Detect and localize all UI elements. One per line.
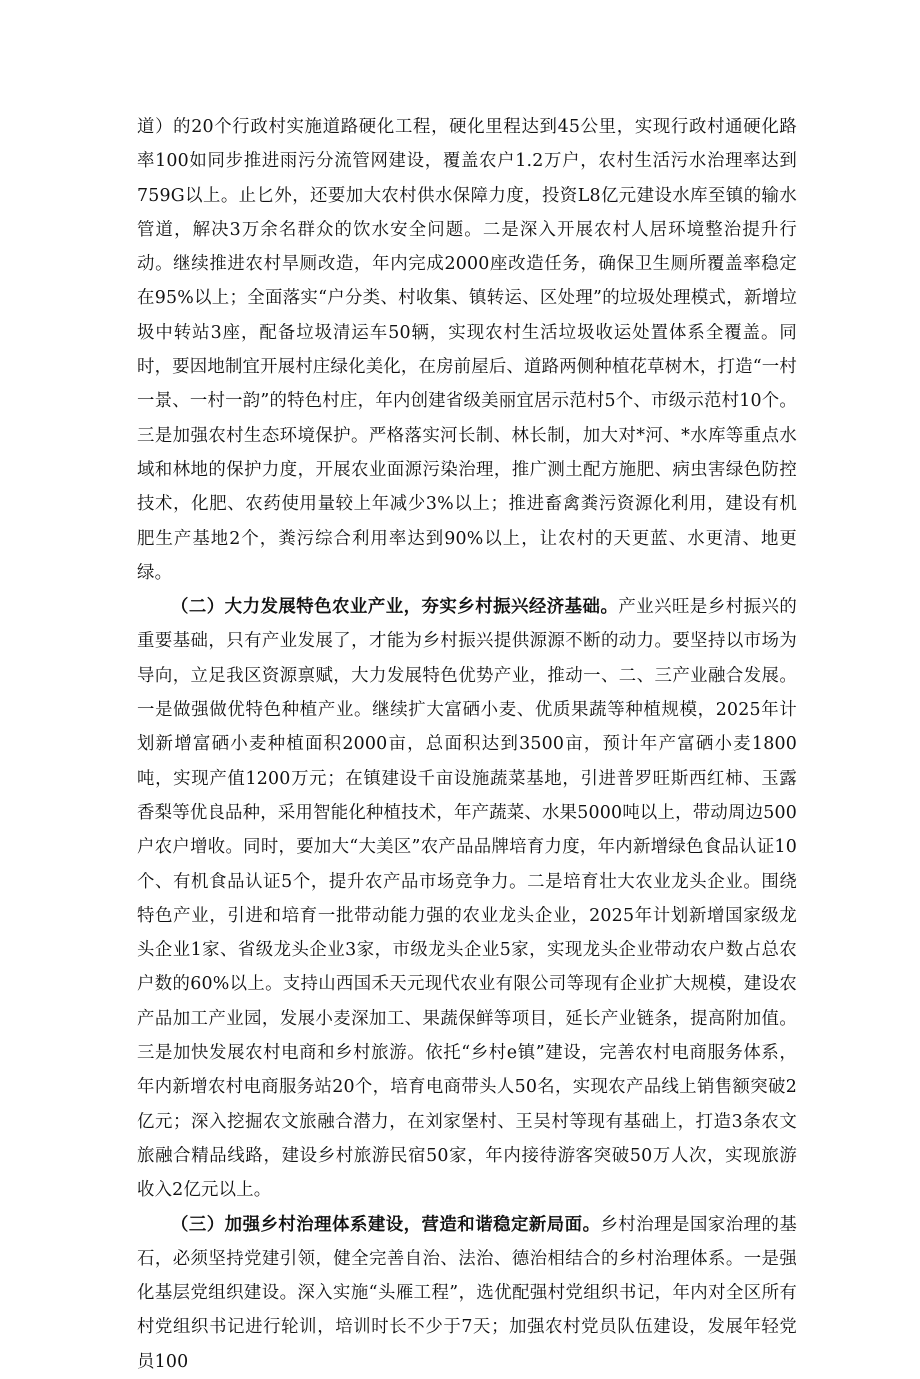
document-body — [137, 110, 797, 1379]
section-2-body: 产业兴旺是乡村振兴的重要基础，只有产业发展了，才能为乡村振兴提供源源不断的动力。要坚持以市场为导向，立足我区资源禀赋，大力发展特色优势产业，推动一、二、三产业融合发展。一是做强做优特色种植产业。继续扩大富硒小麦、优质果蔬等种植规模，2025年计划新增富硒小麦种植面积2000亩，总面积达到3500亩，预计年产富硒小麦1800吨，实现产值1200万元；在镇建设千亩设施蔬菜基地，引进普罗旺斯西红柿、玉露香梨等优良品种，采用智能化种植技术，年产蔬菜、水果5000吨以上，带动周边500户农户增收。同时，要加大“大美区”农产品品牌培育力度，年内新增绿色食品认证10个、有机食品认证5个，提升农产品市场竞争力。二是培育壮大农业龙头企业。围绕特色产业，引进和培育一批带动能力强的农业龙头企业，2025年计划新增国家级龙头企业1家、省级龙头企业3家，市级龙头企业5家，实现龙头企业带动农户数占总农户数的60%以上。支持山西国禾天元现代农业有限公司等现有企业扩大规模，建设农产品加工产业园，发展小麦深加工、果蔬保鲜等项目，延长产业链条，提高附加值。三是加快发展农村电商和乡村旅游。依托“乡村e镇”建设，完善农村电商服务体系，年内新增农村电商服务站20个，培育电商带头人50名，实现农产品线上销售额突破2亿元；深入挖掘农文旅融合潜力，在刘家堡村、王吴村等现有基础上，打造3条农文旅融合精品线路，建设乡村旅游民宿50家，年内接待游客突破50万人次，实现旅游收入2亿元以上。 — [137, 597, 797, 1201]
section-2-heading: （二）大力发展特色农业产业，夯实乡村振兴经济基础。 — [171, 597, 619, 618]
paragraph-section-2 — [137, 590, 797, 1207]
paragraph-1: 道）的20个行政村实施道路硬化工程，硬化里程达到45公里，实现行政村通硬化路率100如同步推进雨污分流管网建设，覆盖农户1.2万户，农村生活污水治理率达到759G以上。止匕外，还要加大农村供水保障力度，投资L8亿元建设水库至镇的输水管道，解决3万余名群众的饮水安全问题。二是深入开展农村人居环境整治提升行动。继续推进农村旱厕改造，年内完成2000座改造任务，确保卫生厕所覆盖率稳定在95%以上；全面落实“户分类、村收集、镇转运、区处理”的垃圾处理模式，新增垃圾中转站3座，配备垃圾清运车50辆，实现农村生活垃圾收运处置体系全覆盖。同时，要因地制宜开展村庄绿化美化，在房前屋后、道路两侧种植花草树木，打造“一村一景、一村一韵”的特色村庄，年内创建省级美丽宜居示范村5个、市级示范村10个。三是加强农村生态环境保护。严格落实河长制、林长制，加大对*河、*水库等重点水域和林地的保护力度，开展农业面源污染治理，推广测土配方施肥、病虫害绿色防控技术，化肥、农药使用量较上年减少3%以上；推进畜禽粪污资源化利用，建设有机肥生产基地2个，粪污综合利用率达到90%以上，让农村的天更蓝、水更清、地更绿。 — [137, 117, 797, 583]
section-3-heading: （三）加强乡村治理体系建设，营造和谐稳定新局面。 — [171, 1214, 601, 1235]
section-3-body: 乡村治理是国家治理的基石，必须坚持党建引领，健全完善自治、法治、德治相结合的乡村治理体系。一是强化基层党组织建设。深入实施“头雁工程”，选优配强村党组织书记，年内对全区所有村党组织书记进行轮训，培训时长不少于7天；加强农村党员队伍建设，发展年轻党员100 — [137, 1214, 798, 1372]
paragraph-section-3 — [137, 1208, 797, 1379]
